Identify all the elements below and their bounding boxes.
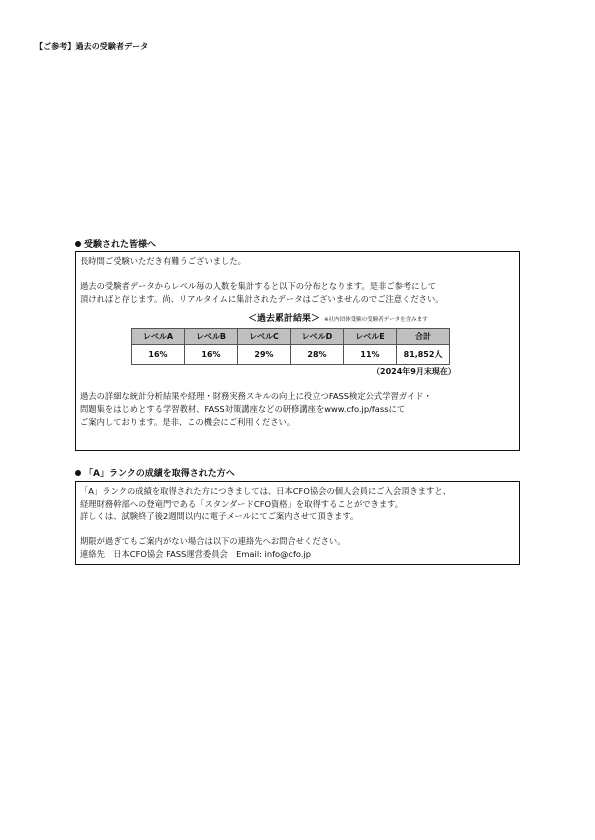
contact-line: 連絡先 日本CFO協会 FASS運営委員会 Email: info@cfo.jp xyxy=(80,548,312,559)
section-heading-text: 「A」ランクの成績を取得された方へ xyxy=(84,469,235,479)
value-level-c: 29% xyxy=(238,345,291,365)
column-header-level-a: レベルA xyxy=(132,329,185,345)
learning-materials-line-2: 問題集をはじめとする学習教材、FASS対策講座などの研修講座をwww.cfo.jp/fassにて xyxy=(80,403,406,414)
section-heading-a-rank xyxy=(75,466,235,479)
deadline-line: 期限が過ぎてもご案内がない場合は以下の連絡先へお問合せください。 xyxy=(80,536,346,547)
a-rank-line-1: 「A」ランクの成績を取得された方につきましては、日本CFO協会の個人会員にご入会頂きますと、 xyxy=(80,486,451,496)
examinees-message-box xyxy=(75,251,520,451)
value-level-e: 11% xyxy=(344,345,397,365)
value-total: 81,852人 xyxy=(397,345,450,365)
column-header-level-e: レベルE xyxy=(344,329,397,345)
results-table xyxy=(131,328,450,365)
results-table-caption xyxy=(80,313,515,326)
column-header-total: 合計 xyxy=(397,329,450,345)
results-value-row xyxy=(132,345,450,365)
distribution-intro-line-2: 頂ければと存じます。尚、リアルタイムに集計されたデータはございませんのでご注意ください。 xyxy=(80,293,444,304)
column-header-level-d: レベルD xyxy=(291,329,344,345)
a-rank-line-2: 経理財務幹部への登竜門である「スタンダードCFO資格」を取得することができます。 xyxy=(80,498,404,509)
section-heading-text: 受験された皆様へ xyxy=(84,240,157,250)
value-level-d: 28% xyxy=(291,345,344,365)
greeting-line: 長時間ご受験いただき有難うございました。 xyxy=(80,256,246,266)
bullet-icon xyxy=(75,470,81,476)
results-table-title: ＜過去累計結果＞ xyxy=(248,314,321,325)
distribution-intro-line-1: 過去の受験者データからレベル毎の人数を集計すると以下の分布となります。是非ご参考にして xyxy=(80,281,437,292)
bullet-icon xyxy=(75,241,81,247)
value-level-a: 16% xyxy=(132,345,185,365)
section-heading-examinees xyxy=(75,237,156,250)
a-rank-line-3: 詳しくは、試験終了後2週間以内に電子メールにてご案内させて頂きます。 xyxy=(80,511,359,522)
value-level-b: 16% xyxy=(185,345,238,365)
a-rank-message-box xyxy=(75,481,520,565)
results-table-note: ※社内団体受験の受験者データを含みます xyxy=(324,317,428,324)
as-of-date: （2024年9月末現在） xyxy=(372,367,456,377)
column-header-level-b: レベルB xyxy=(185,329,238,345)
learning-materials-line-3: ご案内しております。是非、この機会にご利用ください。 xyxy=(80,416,296,427)
learning-materials-line-1: 過去の詳細な統計分析結果や経理・財務実務スキルの向上に役立つFASS検定公式学習ガイド・ xyxy=(80,391,432,402)
page-header-title: 【ご参考】過去の受験者データ xyxy=(35,42,149,51)
results-header-row xyxy=(132,329,450,345)
column-header-level-c: レベルC xyxy=(238,329,291,345)
